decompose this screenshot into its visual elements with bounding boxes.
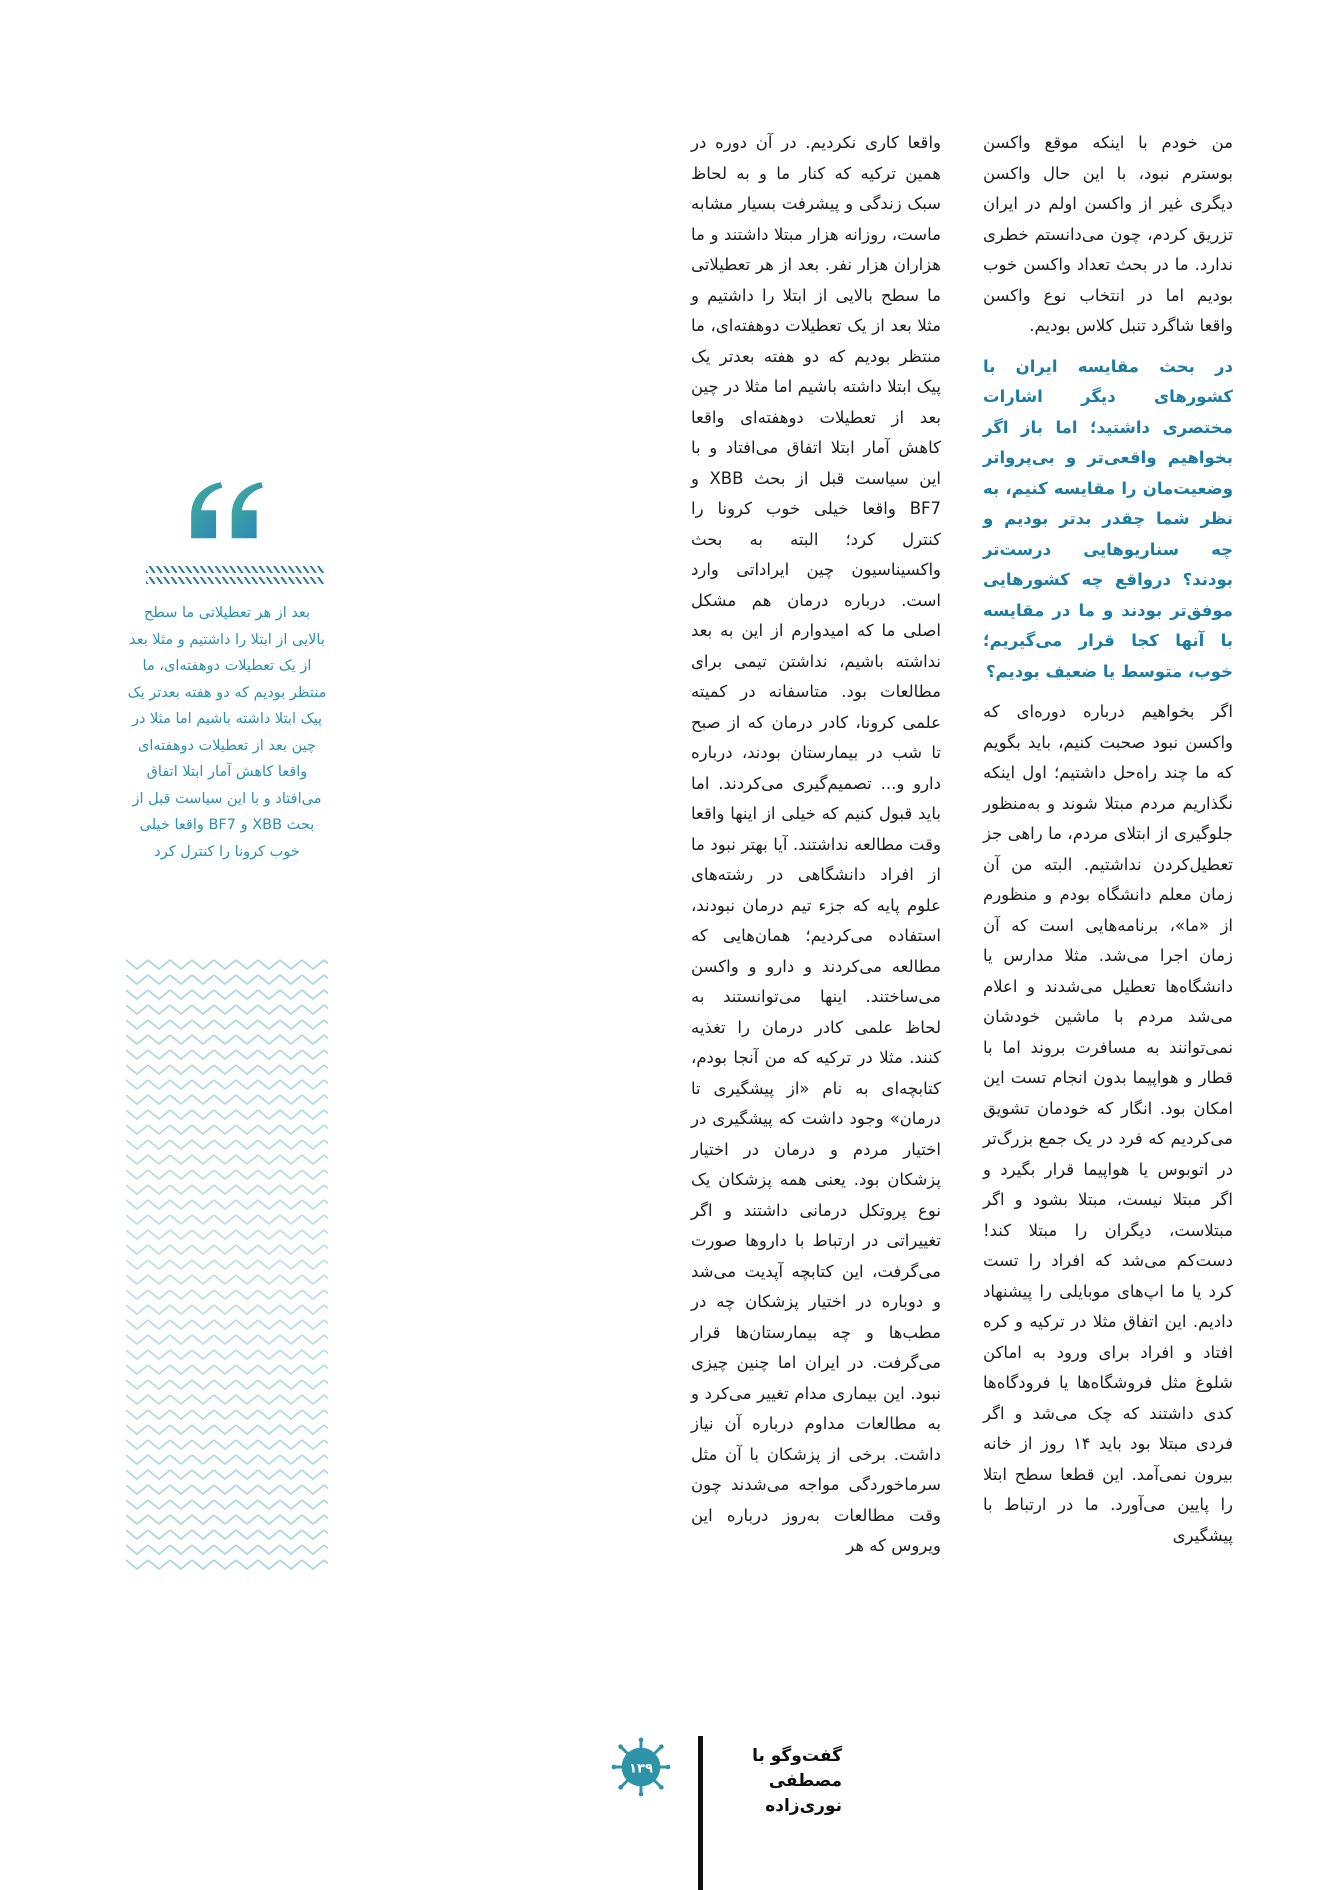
text-column-middle <box>691 128 941 1572</box>
hatch-strip <box>146 566 324 573</box>
virus-page-badge-icon <box>610 1736 672 1798</box>
interview-question: در بحث مقایسه ایران با کشورهای دیگر اشارات مختصری داشتید؛ اما باز اگر بخواهیم واقعی‌تر و بی‌پرواتر وضعیت‌مان را مقایسه کنیم، به نظر شما چقدر بدتر بودیم و چه سناریوهایی درست‌تر بودند؟ درواقع چه کشورهایی موفق‌تر بودند و ما در مقایسه با آنها کجا قرار می‌گیریم؛ خوب، متوسط یا ضعیف بودیم؟ <box>983 356 1233 681</box>
footer-section-line2: مصطفی نوری‌زاده <box>765 1771 842 1816</box>
paragraph: اگر بخواهیم درباره دوره‌ای که واکسن نبود صحبت کنیم، باید بگویم که ما چند راه‌حل داشتیم؛ اول اینکه نگذاریم مردم مبتلا شوند و به‌منظور جلوگیری از ابتلای مردم، ما راهی جز تعطیل‌کردن نداشتیم. البته من آن زمان معلم دانشگاه بودم و منظورم از «ما»، برنامه‌هایی است که آن زمان اجرا می‌شد. مثلا مدارس یا دانشگاه‌ها تعطیل می‌شدند و اعلام می‌شد مردم با ماشین خودشان نمی‌توانند به مسافرت بروند اما با قطار و هواپیما بدون انجام تست این امکان بود. انگار که خودمان تشویق می‌کردیم که فرد در یک جمع بزرگ‌تر در اتوبوس یا هواپیما قرار بگیرد و اگر مبتلا نیست، مبتلا بشود و اگر مبتلاست، دیگران را مبتلا کند! دست‌کم می‌شد که افراد را تست کرد یا ما اپ‌های موبایلی را پیشنهاد دادیم. این اتفاق مثلا در ترکیه و کره افتاد و افراد برای ورود به اماکن شلوغ مثل فروشگاه‌ها یا فرودگاه‌ها کدی داشتند که چک می‌شد و اگر فردی مبتلا بود باید ۱۴ روز از خانه بیرون نمی‌آمد. این قطعا سطح ابتلا را پایین می‌آورد. ما در ارتباط با پیشگیری <box>983 702 1233 1545</box>
paragraph: من خودم با اینکه موقع واکسن بوسترم نبود، با این حال واکسن دیگری غیر از واکسن اولم در ایران تزریق کردم، چون می‌دانستم خطری ندارد. ما در بحث تعداد واکسن خوب بودیم اما در انتخاب نوع واکسن واقعا شاگرد تنبل کلاس بودیم. <box>983 133 1233 335</box>
pull-quote: بعد از هر تعطیلاتی ما سطح بالایی از ابتلا را داشتیم و مثلا بعد از یک تعطیلات دوهفته‌ای، ما منتظر بودیم که دو هفته بعدتر یک پیک ابتلا داشته باشیم اما مثلا در چین بعد از تعطیلات دوهفته‌ای واقعا کاهش آمار ابتلا اتفاق می‌افتاد و با این سیاست قبل از بحث XBB و BF7 واقعا خیلی خوب کرونا را کنترل کرد <box>127 605 327 860</box>
paragraph: واقعا کاری نکردیم. در آن دوره در همین ترکیه که کنار ما و به لحاظ سبک زندگی و پیشرفت بسیار مشابه ماست، روزانه هزار مبتلا داشتند و ما هزاران هزار نفر. بعد از هر تعطیلاتی ما سطح بالایی از ابتلا را داشتیم و مثلا بعد از یک تعطیلات دوهفته‌ای، ما منتظر بودیم که دو هفته بعدتر یک پیک ابتلا داشته باشیم اما مثلا در چین بعد از تعطیلات دوهفته‌ای واقعا کاهش آمار ابتلا اتفاق می‌افتاد و با این سیاست قبل از بحث XBB و BF7 واقعا خیلی خوب کرونا را کنترل کرد؛ البته به بحث واکسیناسیون چین ایراداتی وارد است. درباره درمان هم مشکل اصلی ما که امیدوارم از این به بعد نداشته باشیم، نداشتن تیمی برای مطالعات بود. متاسفانه در کمیته علمی کرونا، کادر درمان که از صبح تا شب در بیمارستان بودند، درباره دارو و... تصمیم‌گیری می‌کردند. اما باید قبول کنیم که خیلی از اینها واقعا وقت مطالعه نداشتند. آیا بهتر نبود ما از افراد دانشگاهی در رشته‌های علوم پایه که جزء تیم درمان نبودند، استفاده می‌کردیم؛ همان‌هایی که مطالعه می‌کردند و دارو و واکسن می‌ساختند. اینها می‌توانستند به لحاظ علمی کادر درمان را تغذیه کنند. مثلا در ترکیه که من آنجا بودم، کتابچه‌ای به نام «از پیشگیری تا درمان» وجود داشت که پیشگیری در اختیار مردم و درمان در اختیار پزشکان بود. یعنی همه پزشکان یک نوع پروتکل درمانی داشتند و اگر تغییراتی در ارتباط با داروها صورت می‌گرفت، این کتابچه آپدیت می‌شد و دوباره در اختیار پزشکان چه در مطب‌ها و چه بیمارستان‌ها قرار می‌گرفت. در ایران اما چنین چیزی نبود. این بیماری مدام تغییر می‌کرد و به مطالعات مداوم درباره آن نیاز داشت. برخی از پزشکان با آن مثل سرماخوردگی مواجه می‌شدند چون وقت مطالعات به‌روز درباره این ویروس که هر <box>691 133 941 1555</box>
footer-section-line1: گفت‌وگو با <box>752 1746 842 1766</box>
footer-section-title <box>700 1744 842 1819</box>
hatch-strip <box>146 577 324 584</box>
zigzag-pattern <box>126 958 328 1570</box>
quote-marks-icon <box>188 476 266 546</box>
page-number: ۱۳۹ <box>629 1761 653 1777</box>
hatch-divider <box>146 566 324 588</box>
text-column-right <box>983 128 1233 1561</box>
